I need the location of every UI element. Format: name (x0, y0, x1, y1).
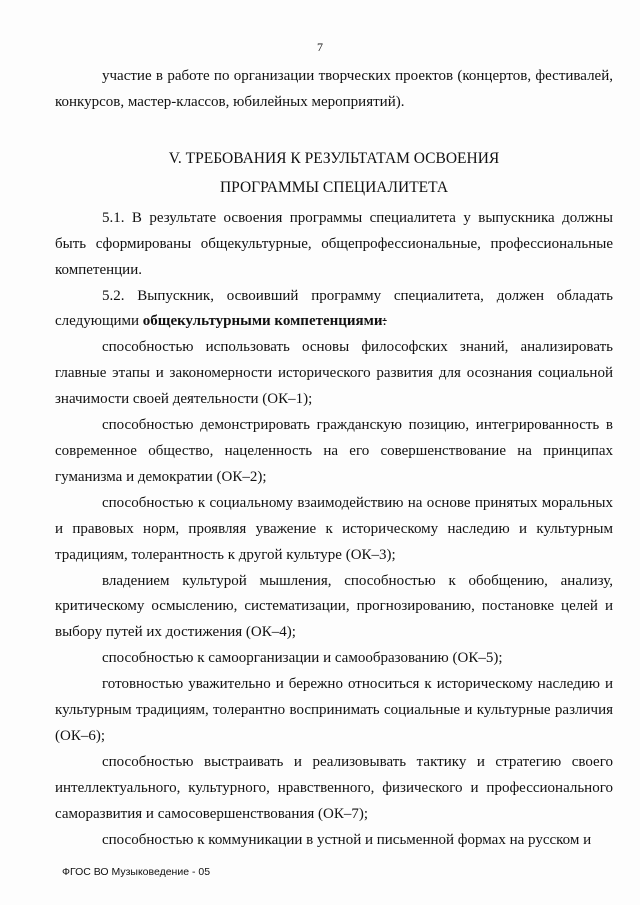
clause-5-2-text: 5.2. Выпускник, освоивший программу специалитета, должен обладать следующими (55, 287, 613, 330)
competency-ok-2: способностью демонстрировать гражданскую позицию, интегрированность в современное общество, нацеленность на его совершенствование на принципах гуманизма и демократии (ОК–2); (55, 417, 613, 485)
clause-5-2-bold: общекультурными компетенциями (142, 313, 383, 330)
section-heading (55, 144, 613, 202)
clause-5-1: 5.1. В результате освоения программы специалитета у выпускника должны быть сформированы общекультурные, общепрофессиональные, профессиональные компетенции. (55, 209, 613, 278)
competency-ok-6: готовностью уважительно и бережно относиться к историческому наследию и культурным традициям, толерантно воспринимать социальные и культурные различия (ОК–6); (55, 676, 613, 744)
clause-5-2 (55, 284, 613, 336)
competency-ok-1: способностью использовать основы философских знаний, анализировать главные этапы и закономерности исторического развития для осознания социальной значимости своей деятельности (ОК–1); (55, 339, 613, 408)
competency-ok-7: способностью выстраивать и реализовывать тактику и стратегию своего интеллектуального, культурного, нравственного, физического и профессионального саморазвития и самосовершенствования (ОК–7); (55, 753, 613, 822)
clause-5-2-trailing: : (382, 313, 387, 330)
intro-paragraph: участие в работе по организации творческих проектов (концертов, фестивалей, конкурсов, мастер-классов, юбилейных мероприятий). (55, 68, 613, 110)
section-heading-line-2: ПРОГРАММЫ СПЕЦИАЛИТЕТА (219, 178, 449, 196)
competency-continued: способностью к коммуникации в устной и письменной формах на русском и (102, 831, 592, 848)
competency-ok-5: способностью к самоорганизации и самообразованию (ОК–5); (102, 650, 503, 667)
page-footer: ФГОС ВО Музыковедение - 05 (62, 866, 211, 878)
competency-ok-3: способностью к социальному взаимодействию на основе принятых моральных и правовых норм, проявляя уважение к историческому наследию и культурным традициям, толерантность к другой культуре (ОК–3); (55, 494, 613, 563)
competency-ok-4: владением культурой мышления, способностью к обобщению, анализу, критическому осмыслению, систематизации, прогнозированию, постановке целей и выбору путей их достижения (ОК–4); (55, 572, 613, 641)
document-body (55, 64, 613, 853)
section-heading-line-1: V. ТРЕБОВАНИЯ К РЕЗУЛЬТАТАМ ОСВОЕНИЯ (168, 149, 500, 167)
page-number: 7 (317, 40, 323, 54)
